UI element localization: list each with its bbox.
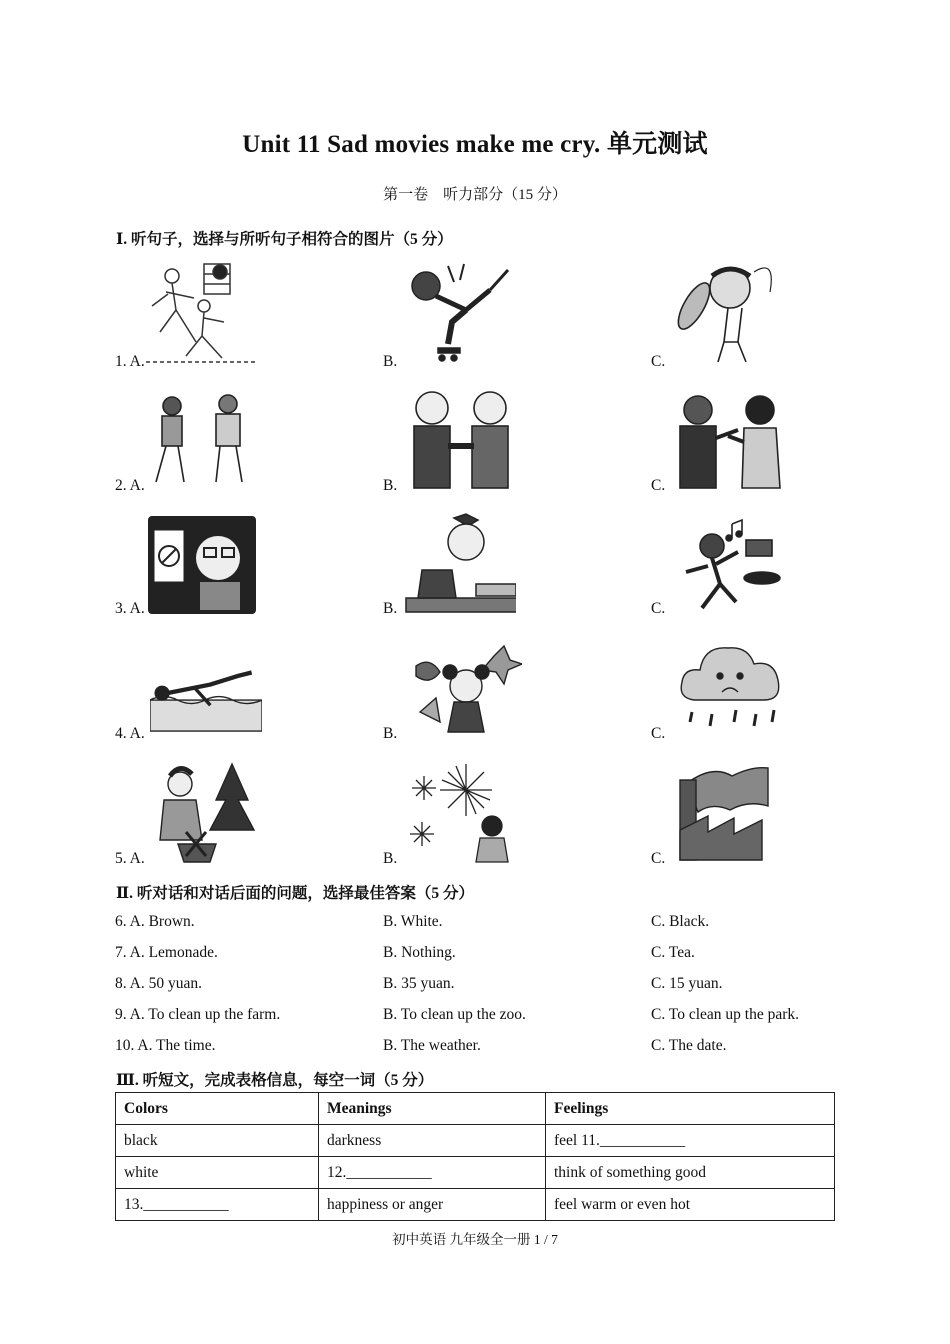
worried-man-tv-picture <box>146 512 258 616</box>
question-option: C. Tea. <box>651 944 695 961</box>
woman-gift-tree-picture <box>146 760 258 864</box>
question-option: B. Nothing. <box>383 944 456 961</box>
option-label: 4. A. <box>115 725 145 742</box>
question-option: B. 35 yuan. <box>383 975 455 992</box>
option-label: B. <box>383 850 398 867</box>
option-label: C. <box>651 725 666 742</box>
question-option: C. The date. <box>651 1037 727 1054</box>
tired-man-laptop-picture <box>404 512 516 616</box>
option-label: 5. A. <box>115 850 145 867</box>
table-cell: think of something good <box>546 1157 835 1189</box>
boy-throwing-picture <box>672 262 784 366</box>
option-label: C. <box>651 600 666 617</box>
option-label: C. <box>651 477 666 494</box>
question-option: 8. A. 50 yuan. <box>115 975 202 992</box>
table-header-cell: Feelings <box>546 1093 835 1125</box>
businessmen-handshake-picture <box>404 386 516 490</box>
section-2-heading: Ⅱ. 听对话和对话后面的问题，选择最佳答案（5 分） <box>116 885 474 902</box>
football-players-picture <box>146 262 258 366</box>
table-cell: 12.___________ <box>319 1157 546 1189</box>
girl-kimono-fireworks-picture <box>408 760 520 864</box>
question-option: B. To clean up the zoo. <box>383 1006 526 1023</box>
couple-arguing-picture <box>672 386 784 490</box>
crying-cloud-picture <box>674 634 786 738</box>
table-cell: 13.___________ <box>116 1189 319 1221</box>
table-cell: feel warm or even hot <box>546 1189 835 1221</box>
question-option: B. White. <box>383 913 443 930</box>
option-label: 3. A. <box>115 600 145 617</box>
table-row <box>116 1157 835 1189</box>
answer-table <box>115 1092 835 1221</box>
option-label: C. <box>651 850 666 867</box>
table-header-cell: Colors <box>116 1093 319 1125</box>
table-header-row <box>116 1093 835 1125</box>
skater-picture <box>404 262 516 366</box>
dancing-boy-music-picture <box>672 512 784 616</box>
question-option: C. 15 yuan. <box>651 975 723 992</box>
table-cell: darkness <box>319 1125 546 1157</box>
two-students-walking-picture <box>146 386 258 490</box>
option-label: C. <box>651 353 666 370</box>
section-1-heading: Ⅰ. 听句子，选择与所听句子相符合的图片（5 分） <box>116 231 453 248</box>
option-label: B. <box>383 725 398 742</box>
option-label: 1. A. <box>115 353 145 370</box>
table-cell: feel 11.___________ <box>546 1125 835 1157</box>
table-row <box>116 1125 835 1157</box>
table-header-cell: Meanings <box>319 1093 546 1125</box>
question-option: 9. A. To clean up the farm. <box>115 1006 281 1023</box>
question-option: 7. A. Lemonade. <box>115 944 218 961</box>
question-option: 10. A. The time. <box>115 1037 216 1054</box>
section-3-heading: Ⅲ. 听短文，完成表格信息，每空一词（5 分） <box>116 1072 434 1089</box>
factory-smoke-picture <box>672 760 784 864</box>
question-option: C. To clean up the park. <box>651 1006 799 1023</box>
question-option: 6. A. Brown. <box>115 913 195 930</box>
page-footer: 初中英语 九年级全一册 1 / 7 <box>392 1232 558 1247</box>
question-option: B. The weather. <box>383 1037 481 1054</box>
swimmer-picture <box>150 636 262 740</box>
option-label: B. <box>383 600 398 617</box>
page-title: Unit 11 Sad movies make me cry. 单元测试 <box>242 131 708 158</box>
table-cell: happiness or anger <box>319 1189 546 1221</box>
table-cell: black <box>116 1125 319 1157</box>
table-row <box>116 1189 835 1221</box>
table-cell: white <box>116 1157 319 1189</box>
option-label: 2. A. <box>115 477 145 494</box>
page-subtitle: 第一卷 听力部分（15 分） <box>383 187 567 203</box>
option-label: B. <box>383 353 398 370</box>
question-option: C. Black. <box>651 913 710 930</box>
girl-fireworks-picture <box>410 636 522 740</box>
option-label: B. <box>383 477 398 494</box>
